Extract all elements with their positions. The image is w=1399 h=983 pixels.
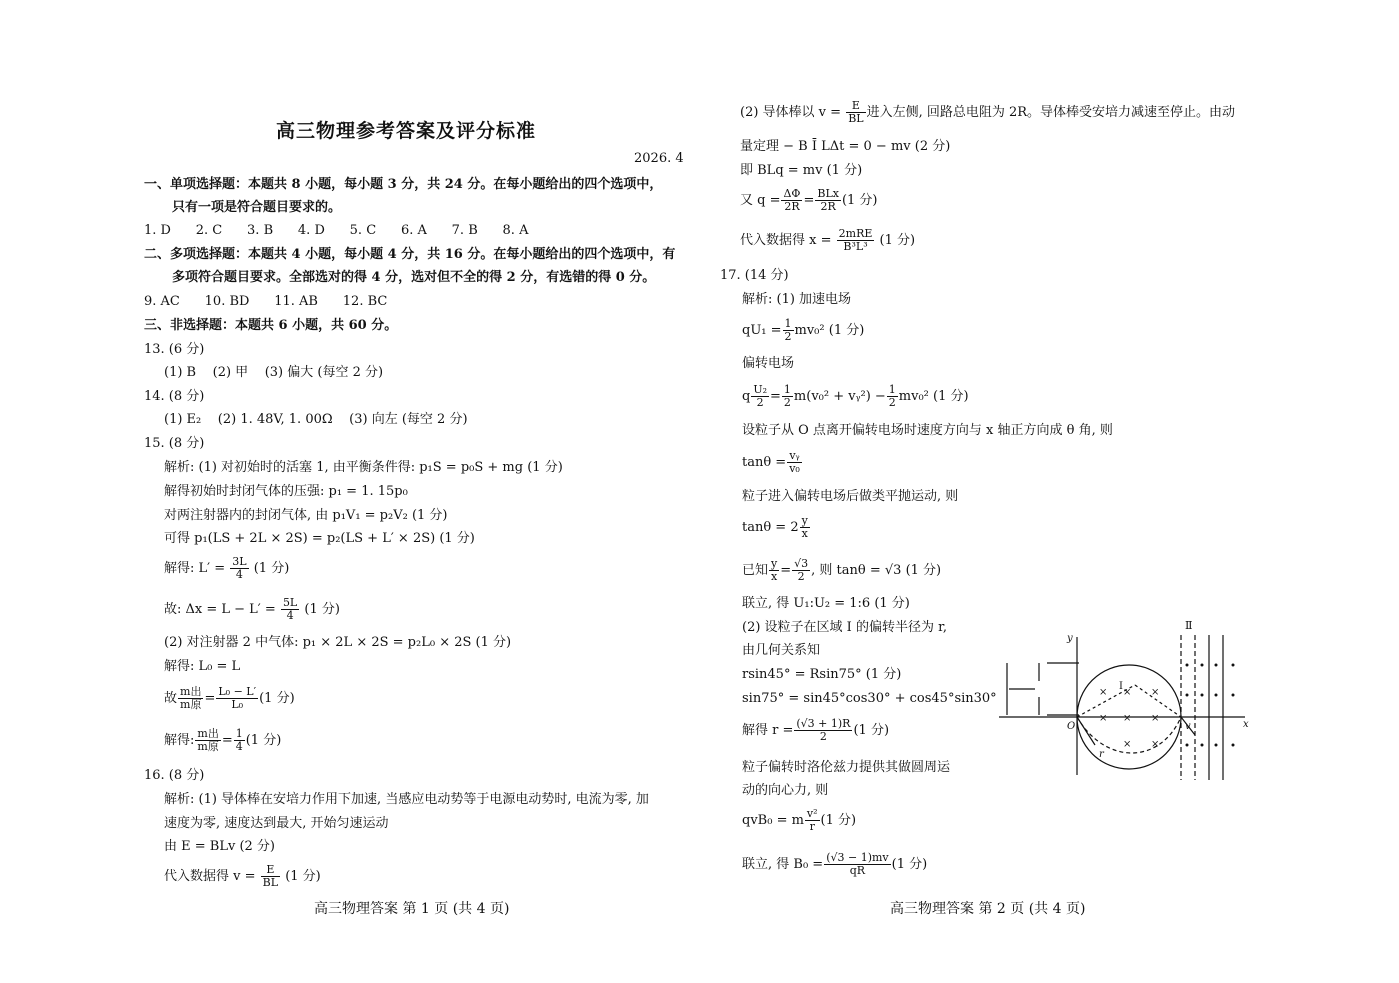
numerator: 3L xyxy=(232,555,247,568)
numerator: (√3 + 1)R xyxy=(796,717,851,730)
q17-line-11: (2) 设粒子在区域 Ⅰ 的偏转半径为 r, xyxy=(742,620,947,635)
numerator: E xyxy=(261,864,280,877)
fraction xyxy=(751,384,769,409)
fraction xyxy=(805,808,820,833)
q16-line-3: 由 E = BLv (2 分) xyxy=(164,839,275,854)
q17-line-19 xyxy=(742,852,927,877)
eq-text: 已知 xyxy=(742,563,769,578)
fraction xyxy=(800,515,810,540)
denominator: x xyxy=(771,570,778,583)
eq-text: 代入数据得 v = xyxy=(164,869,256,884)
section-1-answers: 1. D 2. C 3. B 4. D 5. C 6. A 7. B 8. A xyxy=(144,223,529,238)
fraction xyxy=(794,718,852,743)
cross-mark: × xyxy=(1099,687,1108,698)
q17-line-15 xyxy=(742,718,889,743)
q16-line-2: 速度为零, 速度达到最大, 开始匀速运动 xyxy=(164,816,389,831)
section-1-heading-cont: 只有一项是符合题目要求的。 xyxy=(172,200,342,215)
denominator: v₀ xyxy=(789,462,800,475)
denominator: BL xyxy=(848,112,864,125)
numerator: ΔΦ xyxy=(783,187,801,200)
fraction xyxy=(792,558,810,583)
q16-line-6: 量定理 − B Ī LΔt = 0 − mv (2 分) xyxy=(740,139,951,154)
eq-text: 解得: L′ = xyxy=(164,561,226,576)
dot-mark xyxy=(1232,664,1235,667)
q17-line-5: 设粒子从 O 点离开偏转电场时速度方向与 x 轴正方向成 θ 角, 则 xyxy=(742,423,1113,438)
x-axis-label: x xyxy=(1243,719,1249,730)
eq-text: m(v₀² + vᵧ²) − xyxy=(793,389,886,404)
numerator: v² xyxy=(806,807,818,820)
q14-answer: (1) E₂ (2) 1. 48V, 1. 00Ω (3) 向左 (每空 2 分) xyxy=(164,412,468,427)
section-1-heading: 一、单项选择题：本题共 8 小题，每小题 3 分，共 24 分。在每小题给出的四个选项中， xyxy=(144,177,663,192)
q17-line-10: 联立, 得 U₁:U₂ = 1:6 (1 分) xyxy=(742,596,910,611)
eq-text: mv₀² (1 分) xyxy=(794,323,865,338)
q16-line-8 xyxy=(740,188,878,213)
fraction xyxy=(178,686,203,711)
score-note: (1 分) xyxy=(891,857,928,872)
q17-line-7: 粒子进入偏转电场后做类平抛运动, 则 xyxy=(742,489,959,504)
eq-text: 解得 r = xyxy=(742,723,794,738)
denominator: 2 xyxy=(819,730,827,743)
eq-text: (2) 导体棒以 v = xyxy=(740,105,842,120)
denominator: 2 xyxy=(784,330,792,343)
q17-line-6 xyxy=(742,450,803,475)
eq-text: = xyxy=(204,691,216,706)
q17-line-13: rsin45° = Rsin75° (1 分) xyxy=(742,667,902,682)
fraction xyxy=(787,450,802,475)
numerator: 5L xyxy=(282,596,298,609)
eq-text: tanθ = 2 xyxy=(742,520,799,535)
eq-text: tanθ = xyxy=(742,455,787,470)
q14-label: 14. (8 分) xyxy=(144,389,205,404)
numerator: 2mRE xyxy=(838,227,873,240)
eq-text: = xyxy=(803,193,815,208)
page-1-footer: 高三物理答案 第 1 页 (共 4 页) xyxy=(314,901,510,917)
denominator: qR xyxy=(849,864,866,877)
q16-line-4 xyxy=(164,864,321,889)
r-label: r xyxy=(1099,749,1104,760)
dot-mark xyxy=(1186,744,1189,747)
eq-text: mv₀² (1 分) xyxy=(898,389,969,404)
q17-line-17: 动的向心力, 则 xyxy=(742,783,829,798)
region-1-label: Ⅰ xyxy=(1119,681,1123,692)
numerator: BLx xyxy=(817,187,839,200)
q17-line-4 xyxy=(742,384,969,409)
numerator: y xyxy=(771,557,778,570)
q17-line-14: sin75° = sin45°cos30° + cos45°sin30° xyxy=(742,691,997,706)
score-note: (1 分) xyxy=(853,723,890,738)
numerator: 1 xyxy=(784,317,792,330)
q17-line-9 xyxy=(742,558,941,583)
q16-line-7: 即 BLq = mv (1 分) xyxy=(740,163,863,178)
q17-line-1: 解析: (1) 加速电场 xyxy=(742,292,852,307)
q16-label: 16. (8 分) xyxy=(144,768,205,783)
q15-line-6 xyxy=(164,597,340,622)
numerator: 1 xyxy=(235,727,243,740)
q17-label: 17. (14 分) xyxy=(720,268,789,283)
fraction xyxy=(783,318,794,343)
numerator: m出 xyxy=(180,685,202,698)
section-2-heading-cont: 多项符合题目要求。全部选对的得 4 分，选对但不全的得 2 分，有选错的得 0 分。 xyxy=(172,270,656,285)
cross-mark: × xyxy=(1123,739,1132,750)
score-note: (1 分) xyxy=(304,602,340,617)
eq-text: q xyxy=(742,389,751,404)
dot-mark xyxy=(1215,664,1218,667)
numerator: √3 xyxy=(794,557,809,570)
score-note: (1 分) xyxy=(245,733,282,748)
q15-line-5 xyxy=(164,556,289,581)
fraction xyxy=(782,384,793,409)
q15-line-4: 可得 p₁(LS + 2L × 2S) = p₂(LS + L′ × 2S) (1 分) xyxy=(164,531,475,546)
denominator: x xyxy=(801,527,808,540)
eq-text: 进入左侧, 回路总电阻为 2R。导体棒受安培力减速至停止。由动 xyxy=(866,105,1236,120)
denominator: 4 xyxy=(235,568,243,581)
dot-mark xyxy=(1201,694,1204,697)
denominator: m原 xyxy=(180,698,202,711)
numerator: (√3 − 1)mv xyxy=(826,851,889,864)
dot-mark xyxy=(1215,744,1218,747)
fraction xyxy=(887,384,898,409)
eq-text: 解得: xyxy=(164,733,195,748)
numerator: E xyxy=(846,100,865,113)
cross-mark: × xyxy=(1151,739,1160,750)
denominator: BL xyxy=(262,876,279,889)
origin-label: O xyxy=(1067,721,1076,732)
v-label: v xyxy=(1185,721,1191,732)
eq-text: 代入数据得 x = xyxy=(740,233,832,248)
eq-text: = xyxy=(770,389,781,404)
fraction xyxy=(769,558,779,583)
denominator: B³L³ xyxy=(843,240,868,253)
q13-label: 13. (6 分) xyxy=(144,342,205,357)
denominator: 4 xyxy=(286,609,294,622)
v-arrow xyxy=(1077,717,1095,745)
score-note: (1 分) xyxy=(259,691,295,706)
dot-mark xyxy=(1201,664,1204,667)
eq-text: 又 q = xyxy=(740,193,781,208)
dot-mark xyxy=(1232,694,1235,697)
section-3-heading: 三、非选择题：本题共 6 小题，共 60 分。 xyxy=(144,318,398,333)
denominator: r xyxy=(809,820,815,833)
cross-mark: × xyxy=(1151,713,1160,724)
fraction xyxy=(230,556,248,581)
section-2-answers: 9. AC 10. BD 11. AB 12. BC xyxy=(144,294,388,309)
q15-line-1: 解析: (1) 对初始时的活塞 1, 由平衡条件得: p₁S = p₀S + mg (1 分) xyxy=(164,460,563,475)
q15-line-7: (2) 对注射器 2 中气体: p₁ × 2L × 2S = p₂L₀ × 2S (1 分) xyxy=(164,635,512,650)
fraction xyxy=(216,686,258,711)
dot-mark xyxy=(1186,664,1189,667)
eq-text: qvB₀ = m xyxy=(742,813,804,828)
denominator: 2 xyxy=(756,396,764,409)
denominator: 2R xyxy=(820,200,836,213)
denominator: 4 xyxy=(235,740,243,753)
numerator: U₂ xyxy=(753,383,768,396)
numerator: y xyxy=(801,514,808,527)
cross-mark: × xyxy=(1151,687,1160,698)
denominator: L₀ xyxy=(231,698,244,711)
numerator: 1 xyxy=(888,383,896,396)
q15-line-2: 解得初始时封闭气体的压强: p₁ = 1. 15p₀ xyxy=(164,484,408,499)
q16-line-1: 解析: (1) 导体棒在安培力作用下加速, 当感应电动势等于电源电动势时, 电流为零, 加 xyxy=(164,792,649,807)
score-note: (1 分) xyxy=(285,869,321,884)
q17-line-3: 偏转电场 xyxy=(742,356,795,371)
q16-line-5 xyxy=(740,100,1235,125)
magnetic-field-figure xyxy=(995,615,1255,785)
cross-mark: × xyxy=(1123,687,1132,698)
score-note: (1 分) xyxy=(820,813,857,828)
score-note: (1 分) xyxy=(841,193,878,208)
fraction xyxy=(281,597,299,622)
eq-text: = xyxy=(780,563,792,578)
numerator: vᵧ xyxy=(787,450,802,463)
q17-line-12: 由几何关系知 xyxy=(742,643,821,658)
q17-line-8 xyxy=(742,515,811,540)
eq-text: = xyxy=(221,733,233,748)
denominator: 2 xyxy=(797,570,805,583)
score-note: (1 分) xyxy=(879,233,916,248)
fraction xyxy=(781,188,802,213)
q16-line-9 xyxy=(740,228,915,253)
q17-line-2 xyxy=(742,318,864,343)
fraction xyxy=(195,728,220,753)
y-axis-label: y xyxy=(1067,633,1073,644)
dot-mark xyxy=(1215,694,1218,697)
fraction xyxy=(234,728,245,753)
score-note: , 则 tanθ = √3 (1 分) xyxy=(811,563,942,578)
dot-mark xyxy=(1232,744,1235,747)
denominator: m原 xyxy=(197,740,219,753)
fraction xyxy=(824,852,890,877)
dot-mark xyxy=(1186,694,1189,697)
q15-label: 15. (8 分) xyxy=(144,436,205,451)
q15-line-8: 解得: L₀ = L xyxy=(164,659,241,674)
eq-text: qU₁ = xyxy=(742,323,782,338)
section-2-heading: 二、多项选择题：本题共 4 小题，每小题 4 分，共 16 分。在每小题给出的四个选项中，有 xyxy=(144,247,676,262)
numerator: L₀ − L′ xyxy=(218,685,257,698)
denominator: 2 xyxy=(783,396,791,409)
fraction xyxy=(837,228,875,253)
page-2-footer: 高三物理答案 第 2 页 (共 4 页) xyxy=(890,901,1086,917)
eq-text: 联立, 得 B₀ = xyxy=(742,857,824,872)
q13-answer: (1) B (2) 甲 (3) 偏大 (每空 2 分) xyxy=(164,365,384,380)
region-2-label: Ⅱ xyxy=(1185,619,1193,632)
exam-date: 2026. 4 xyxy=(634,151,684,166)
q15-line-9 xyxy=(164,686,295,711)
fraction xyxy=(846,100,865,125)
q17-line-18 xyxy=(742,808,856,833)
numerator: m出 xyxy=(197,727,219,740)
score-note: (1 分) xyxy=(253,561,290,576)
fraction xyxy=(261,864,280,889)
eq-text: 故: Δx = L − L′ = xyxy=(164,602,276,617)
q17-line-16: 粒子偏转时洛伦兹力提供其做圆周运 xyxy=(742,760,951,775)
cross-mark: × xyxy=(1099,713,1108,724)
q15-line-10 xyxy=(164,728,281,753)
dot-mark xyxy=(1201,744,1204,747)
numerator: 1 xyxy=(783,383,791,396)
denominator: 2 xyxy=(888,396,896,409)
fraction xyxy=(815,188,841,213)
denominator: 2R xyxy=(784,200,800,213)
q15-line-3: 对两注射器内的封闭气体, 由 p₁V₁ = p₂V₂ (1 分) xyxy=(164,508,448,523)
page-title: 高三物理参考答案及评分标准 xyxy=(276,120,537,142)
eq-text: 故 xyxy=(164,691,178,706)
cross-mark: × xyxy=(1123,713,1132,724)
